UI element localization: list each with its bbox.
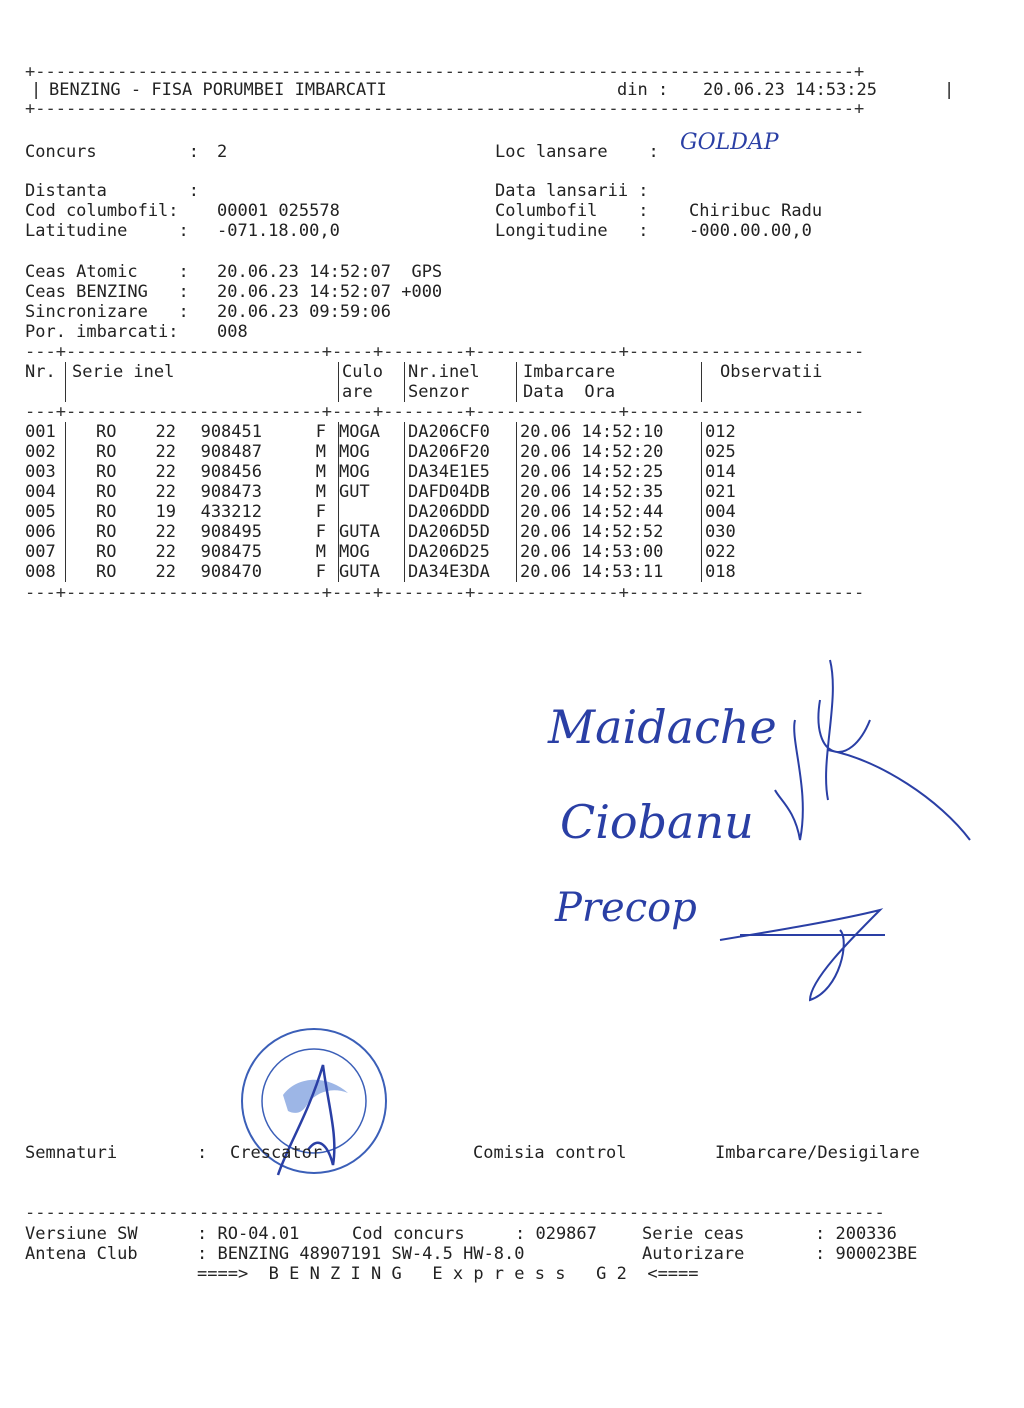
- row-serie: [66, 562, 339, 582]
- row-data: 20.06: [520, 562, 572, 582]
- cod-concurs-label: Cod concurs: [352, 1224, 465, 1244]
- header-bar-right: |: [944, 80, 955, 100]
- pigeons-table: [25, 362, 990, 582]
- row-imbarcare: [517, 442, 702, 462]
- table-rule-head: ---+-------------------------+----+--------+--------------+-----------------------: [25, 402, 865, 422]
- row-an: 22: [155, 442, 176, 462]
- row-tara: RO: [96, 502, 117, 522]
- table-row: [25, 562, 990, 582]
- row-obs: 030: [702, 522, 991, 542]
- data-lansarii-label: Data lansarii :: [495, 181, 649, 201]
- comisia-label: Comisia control: [473, 1143, 627, 1163]
- por-imbarcati-label: Por. imbarcati:: [25, 322, 179, 342]
- row-ora: 14:53:11: [581, 562, 664, 582]
- row-an: 22: [155, 422, 176, 442]
- row-serie: [66, 542, 339, 562]
- table-header-row-2: [25, 382, 990, 402]
- row-tara: RO: [96, 442, 117, 462]
- row-obs: 012: [702, 422, 991, 442]
- header-nrinel: Nr.inel: [405, 362, 517, 382]
- row-data: 20.06: [520, 482, 572, 502]
- imbarcare-desigilare-label: Imbarcare/Desigilare: [715, 1143, 920, 1163]
- row-sex: M: [315, 482, 326, 502]
- row-senzor: DA206D25: [405, 542, 517, 562]
- cod-concurs-value: : 029867: [515, 1224, 597, 1244]
- row-obs: 022: [702, 542, 991, 562]
- row-ora: 14:52:52: [581, 522, 664, 542]
- row-imbarcare: [517, 502, 702, 522]
- row-nr: 006: [25, 522, 56, 542]
- header-imbarcare: Imbarcare: [517, 362, 702, 382]
- row-senzor: DA206DDD: [405, 502, 517, 522]
- signature-ciobanu: Ciobanu: [560, 795, 754, 849]
- row-nr: 005: [25, 502, 56, 522]
- row-serie: [66, 482, 339, 502]
- row-sex: M: [315, 442, 326, 462]
- row-obs: 018: [702, 562, 991, 582]
- table-row: [25, 502, 990, 522]
- loc-lansare-label: Loc lansare :: [495, 142, 659, 162]
- serie-ceas-value: : 200336: [815, 1224, 897, 1244]
- cod-columbofil-label: Cod columbofil:: [25, 201, 179, 221]
- row-ora: 14:52:20: [581, 442, 664, 462]
- header-senzor: Senzor: [405, 382, 517, 402]
- row-data: 20.06: [520, 502, 572, 522]
- header-serie-blank: [66, 382, 339, 402]
- row-culoare: [339, 502, 405, 522]
- row-senzor: DA34E3DA: [405, 562, 517, 582]
- header-rule-top: +--------------------------------------------------------------------------------+: [25, 62, 865, 82]
- ceas-benzing-value: 20.06.23 14:52:07 +000: [217, 282, 443, 302]
- table-row: [25, 522, 990, 542]
- row-sex: F: [315, 502, 326, 522]
- table-header-row: [25, 362, 990, 382]
- row-nr: 001: [25, 422, 56, 442]
- header-din-label: din :: [617, 80, 669, 100]
- row-nr: 004: [25, 482, 56, 502]
- header-nr: Nr.: [25, 362, 56, 382]
- row-inel: 908451: [200, 422, 262, 442]
- row-senzor: DA206D5D: [405, 522, 517, 542]
- row-tara: RO: [96, 542, 117, 562]
- signature-scribbles: [700, 640, 990, 1010]
- ceas-atomic-value: 20.06.23 14:52:07 GPS: [217, 262, 443, 282]
- row-data: 20.06: [520, 542, 572, 562]
- row-inel: 908487: [200, 442, 262, 462]
- header-data-ora: Data Ora: [517, 382, 702, 402]
- row-imbarcare: [517, 542, 702, 562]
- row-sex: M: [315, 542, 326, 562]
- header-title: BENZING - FISA PORUMBEI IMBARCATI: [49, 80, 387, 100]
- autorizare-value: : 900023BE: [815, 1244, 918, 1264]
- row-ora: 14:52:25: [581, 462, 664, 482]
- signature-maidache: Maidache: [548, 700, 777, 754]
- antena-label: Antena Club: [25, 1244, 138, 1264]
- header-serie: Serie inel: [66, 362, 339, 382]
- loc-lansare-handwritten: GOLDAP: [680, 130, 779, 155]
- row-obs: 014: [702, 462, 991, 482]
- sincronizare-label: Sincronizare :: [25, 302, 189, 322]
- footer-rule: ------------------------------------------------------------------------------------: [25, 1203, 885, 1223]
- semnaturi-colon: :: [197, 1143, 208, 1163]
- row-data: 20.06: [520, 462, 572, 482]
- row-serie: [66, 462, 339, 482]
- semnaturi-label: Semnaturi: [25, 1143, 118, 1163]
- row-imbarcare: [517, 422, 702, 442]
- row-serie: [66, 502, 339, 522]
- row-nr: 007: [25, 542, 56, 562]
- crescator-label: Crescator: [230, 1143, 323, 1163]
- columbofil-value: Chiribuc Radu: [689, 201, 823, 221]
- row-obs: 025: [702, 442, 991, 462]
- row-ora: 14:52:35: [581, 482, 664, 502]
- row-nr: 002: [25, 442, 56, 462]
- row-imbarcare: [517, 482, 702, 502]
- row-data: 20.06: [520, 422, 572, 442]
- table-rule-bottom: ---+-------------------------+----+--------+--------------+-----------------------: [25, 583, 865, 603]
- concurs-label: Concurs :: [25, 142, 199, 162]
- row-senzor: DA206CF0: [405, 422, 517, 442]
- cod-columbofil-value: 00001 025578: [217, 201, 340, 221]
- row-ora: 14:52:44: [581, 502, 664, 522]
- table-row: [25, 422, 990, 442]
- row-an: 22: [155, 482, 176, 502]
- row-culoare: GUTA: [339, 562, 405, 582]
- row-serie: [66, 422, 339, 442]
- row-tara: RO: [96, 422, 117, 442]
- table-row: [25, 542, 990, 562]
- row-imbarcare: [517, 562, 702, 582]
- footer-banner: ====> B E N Z I N G E x p r e s s G 2 <====: [197, 1264, 699, 1284]
- table-row: [25, 482, 990, 502]
- header-obs-blank: [702, 382, 991, 402]
- longitudine-label: Longitudine :: [495, 221, 649, 241]
- header-observatii: Observatii: [702, 362, 991, 382]
- ceas-atomic-label: Ceas Atomic :: [25, 262, 189, 282]
- row-an: 22: [155, 462, 176, 482]
- row-inel: 908495: [200, 522, 262, 542]
- row-tara: RO: [96, 522, 117, 542]
- row-imbarcare: [517, 462, 702, 482]
- row-inel: 908473: [200, 482, 262, 502]
- table-row: [25, 462, 990, 482]
- row-senzor: DA206F20: [405, 442, 517, 462]
- row-ora: 14:53:00: [581, 542, 664, 562]
- header-nr-blank: [25, 382, 66, 402]
- table-rule-top: ---+-------------------------+----+--------+--------------+-----------------------: [25, 342, 865, 362]
- row-nr: 003: [25, 462, 56, 482]
- row-data: 20.06: [520, 442, 572, 462]
- row-senzor: DAFD04DB: [405, 482, 517, 502]
- row-obs: 021: [702, 482, 991, 502]
- scribble-top: [775, 660, 970, 840]
- row-culoare: MOG: [339, 442, 405, 462]
- antena-value: : BENZING 48907191 SW-4.5 HW-8.0: [197, 1244, 525, 1264]
- row-serie: [66, 442, 339, 462]
- signature-precop: Precop: [555, 885, 697, 931]
- stamp-seal: [238, 1025, 398, 1190]
- columbofil-label: Columbofil :: [495, 201, 649, 221]
- row-ora: 14:52:10: [581, 422, 664, 442]
- row-inel: 908475: [200, 542, 262, 562]
- header-culo: Culo: [339, 362, 405, 382]
- row-culoare: MOG: [339, 462, 405, 482]
- row-culoare: GUTA: [339, 522, 405, 542]
- autorizare-label: Autorizare: [642, 1244, 745, 1264]
- sincronizare-value: 20.06.23 09:59:06: [217, 302, 391, 322]
- row-culoare: MOG: [339, 542, 405, 562]
- table-row: [25, 442, 990, 462]
- concurs-value: 2: [217, 142, 228, 162]
- row-tara: RO: [96, 562, 117, 582]
- row-culoare: GUT: [339, 482, 405, 502]
- row-an: 22: [155, 562, 176, 582]
- row-senzor: DA34E1E5: [405, 462, 517, 482]
- distanta-label: Distanta :: [25, 181, 199, 201]
- ceas-benzing-label: Ceas BENZING :: [25, 282, 189, 302]
- row-inel: 908456: [200, 462, 262, 482]
- versiune-label: Versiune SW: [25, 1224, 138, 1244]
- table-spacer: [25, 402, 990, 422]
- row-serie: [66, 522, 339, 542]
- header-bar-left: |: [31, 80, 42, 100]
- row-sex: F: [315, 422, 326, 442]
- row-sex: M: [315, 462, 326, 482]
- row-culoare: MOGA: [339, 422, 405, 442]
- row-tara: RO: [96, 462, 117, 482]
- row-an: 19: [155, 502, 176, 522]
- header-rule-bottom: +--------------------------------------------------------------------------------+: [25, 99, 865, 119]
- row-nr: 008: [25, 562, 56, 582]
- row-an: 22: [155, 522, 176, 542]
- longitudine-value: -000.00.00,0: [689, 221, 812, 241]
- row-imbarcare: [517, 522, 702, 542]
- por-imbarcati-value: 008: [217, 322, 248, 342]
- versiune-value: : RO-04.01: [197, 1224, 300, 1244]
- row-tara: RO: [96, 482, 117, 502]
- latitudine-value: -071.18.00,0: [217, 221, 340, 241]
- row-inel: 433212: [200, 502, 262, 522]
- scribble-bottom: [720, 910, 885, 1000]
- serie-ceas-label: Serie ceas: [642, 1224, 745, 1244]
- latitudine-label: Latitudine :: [25, 221, 189, 241]
- row-sex: F: [315, 562, 326, 582]
- header-datetime: 20.06.23 14:53:25: [703, 80, 877, 100]
- header-are: are: [339, 382, 405, 402]
- row-inel: 908470: [200, 562, 262, 582]
- row-sex: F: [315, 522, 326, 542]
- row-obs: 004: [702, 502, 991, 522]
- row-an: 22: [155, 542, 176, 562]
- stamp-inner-ring: [262, 1049, 366, 1153]
- row-data: 20.06: [520, 522, 572, 542]
